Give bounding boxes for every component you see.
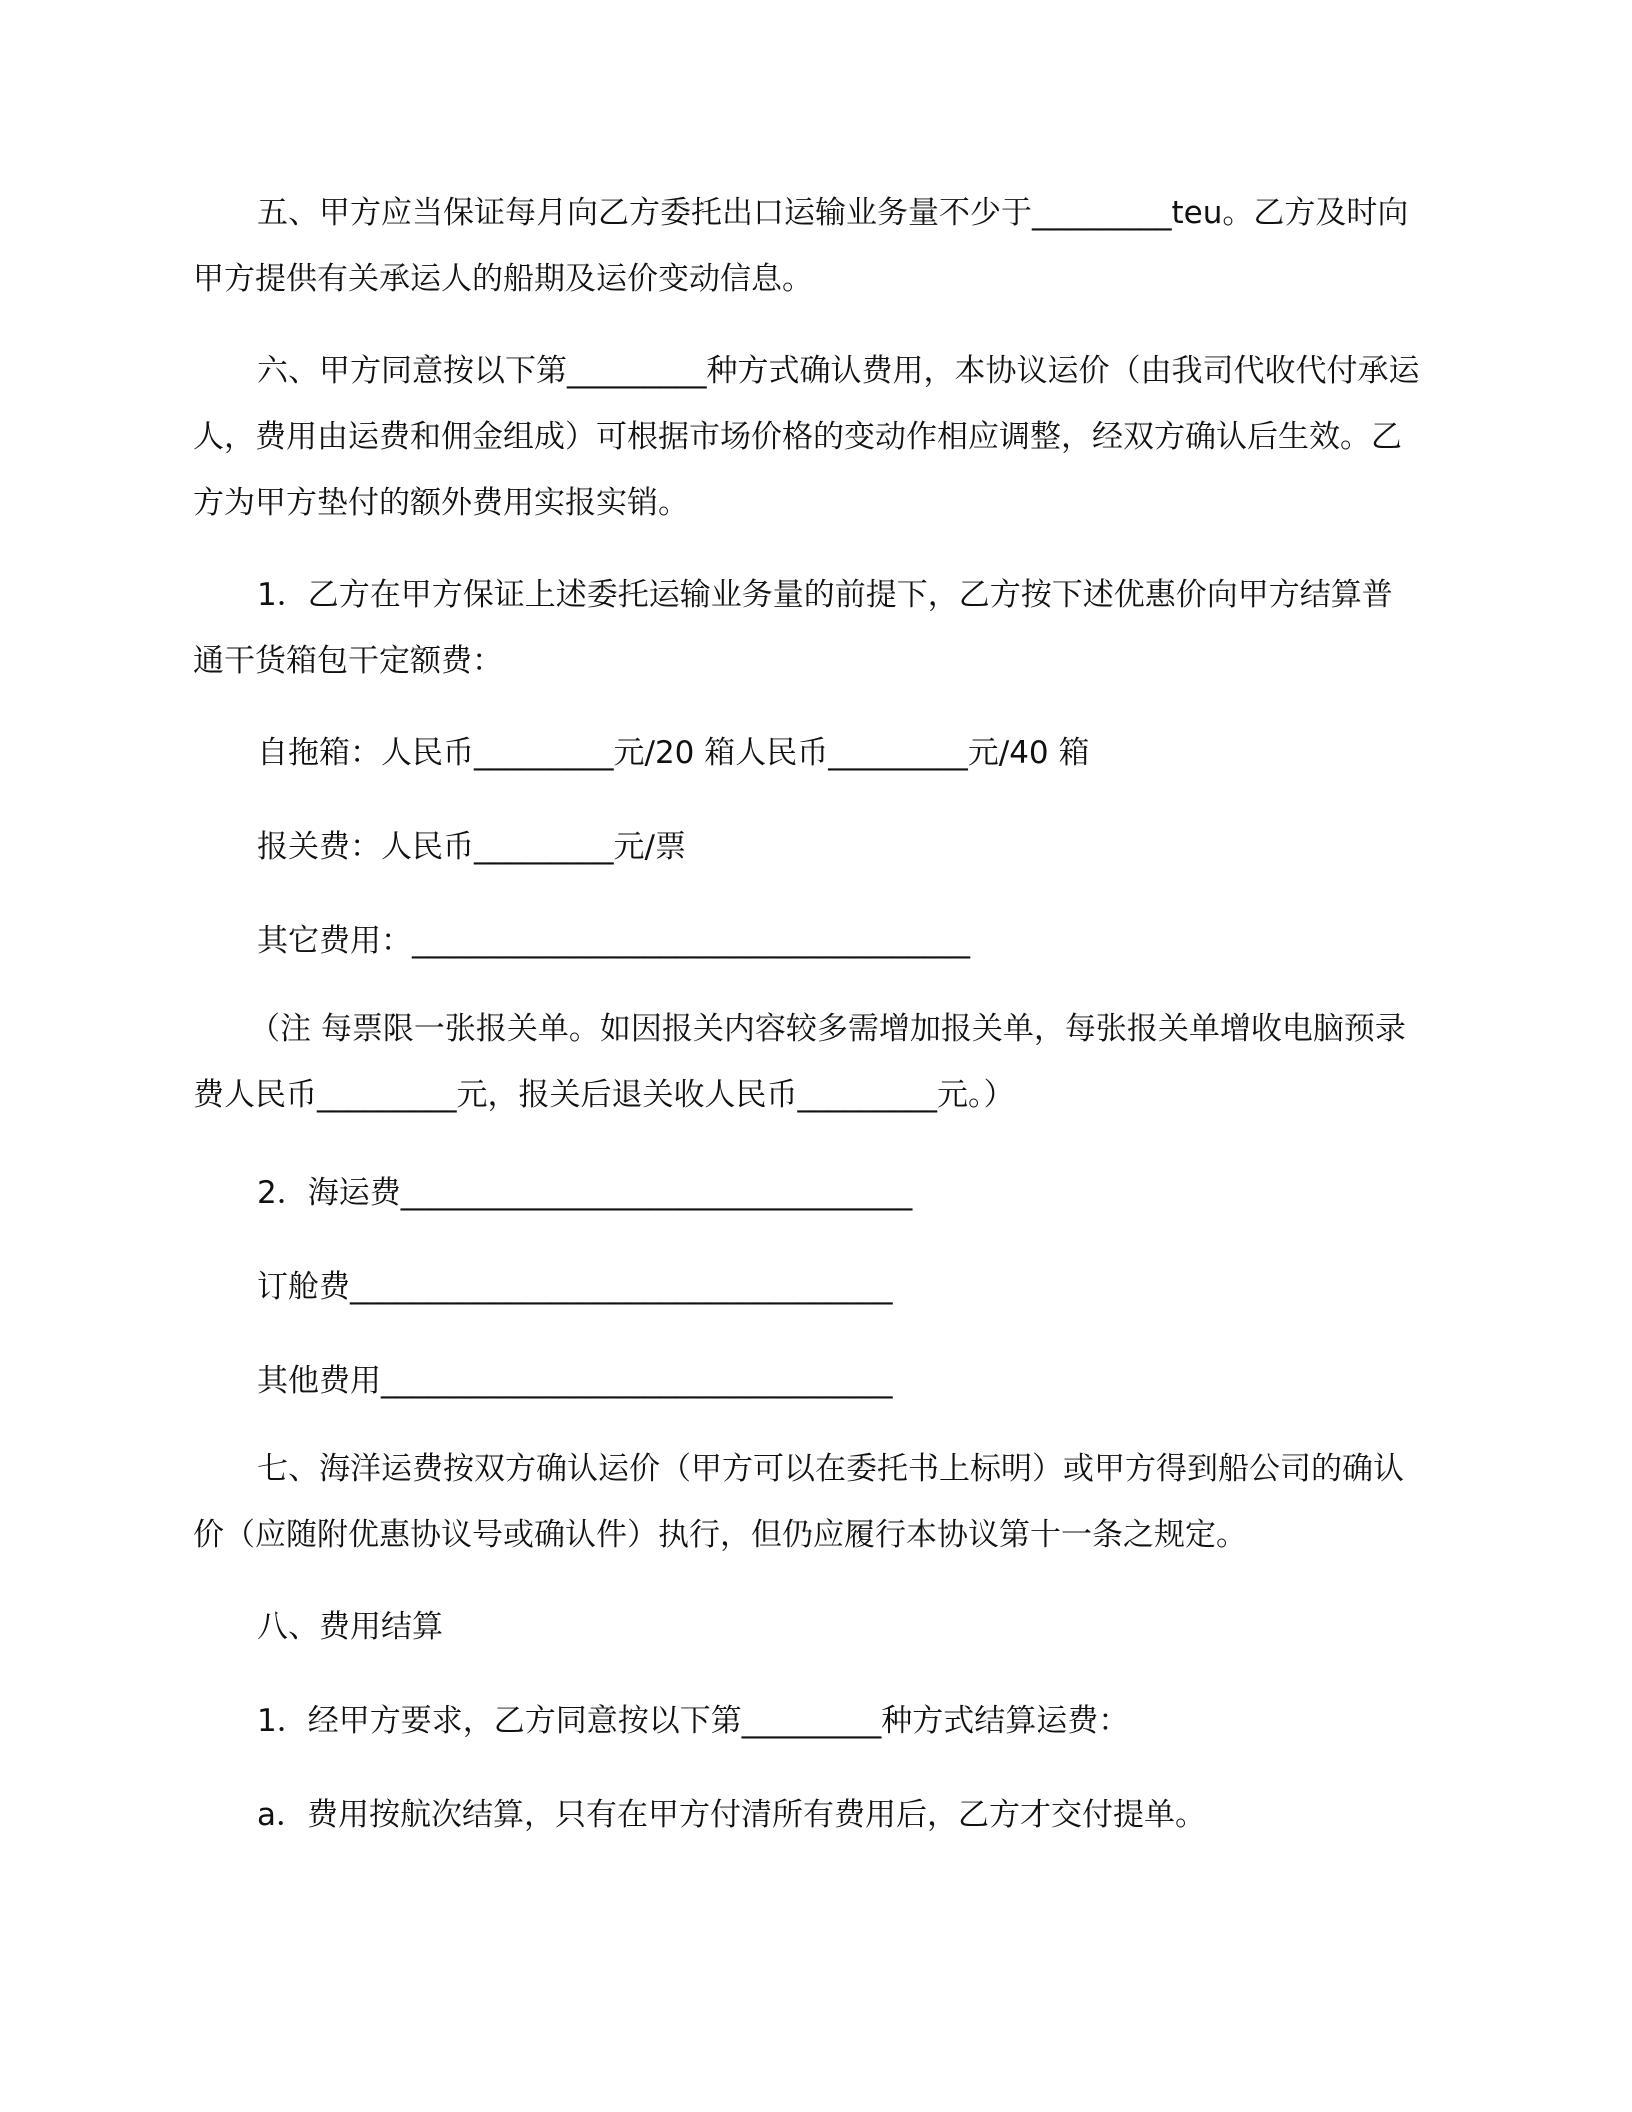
clause-6-item-1-paragraph: 1．乙方在甲方保证上述委托运输业务量的前提下，乙方按下述优惠价向甲方结算普通干货箱包干定额费：: [193, 577, 1393, 679]
booking-fee-line: 订舱费___________________________________: [257, 1269, 893, 1305]
clause-5-paragraph: 五、甲方应当保证每月向乙方委托出口运输业务量不少于_________teu。乙方及时向甲方提供有关承运人的船期及运价变动信息。: [193, 195, 1409, 297]
customs-fee-line: 报关费：人民币_________元/票: [257, 829, 686, 865]
other-fees-line: 其它费用：____________________________________: [257, 923, 970, 959]
clause-8-item-1-line: 1．经甲方要求，乙方同意按以下第_________种方式结算运费：: [257, 1703, 1130, 1739]
clause-6-paragraph: 六、甲方同意按以下第_________种方式确认费用，本协议运价（由我司代收代付承运人，费用由运费和佣金组成）可根据市场价格的变动作相应调整，经双方确认后生效。乙方为甲方垫付的额外费用实报实销。: [193, 353, 1420, 521]
clause-8-heading: 八、费用结算: [257, 1609, 443, 1645]
clause-8-item-a-line: a．费用按航次结算，只有在甲方付清所有费用后，乙方才交付提单。: [257, 1797, 1206, 1833]
ocean-freight-line: 2．海运费_________________________________: [257, 1175, 913, 1211]
other-charges-line: 其他费用_________________________________: [257, 1363, 893, 1399]
self-towing-fee-line: 自拖箱：人民币_________元/20 箱人民币_________元/40 箱: [257, 735, 1090, 771]
clause-7-paragraph: 七、海洋运费按双方确认运价（甲方可以在委托书上标明）或甲方得到船公司的确认价（应随附优惠协议号或确认件）执行，但仍应履行本协议第十一条之规定。: [193, 1451, 1404, 1553]
customs-note-paragraph: （注 每票限一张报关单。如因报关内容较多需增加报关单，每张报关单增收电脑预录费人民币_________元，报关后退关收人民币_________元。）: [193, 1011, 1406, 1113]
